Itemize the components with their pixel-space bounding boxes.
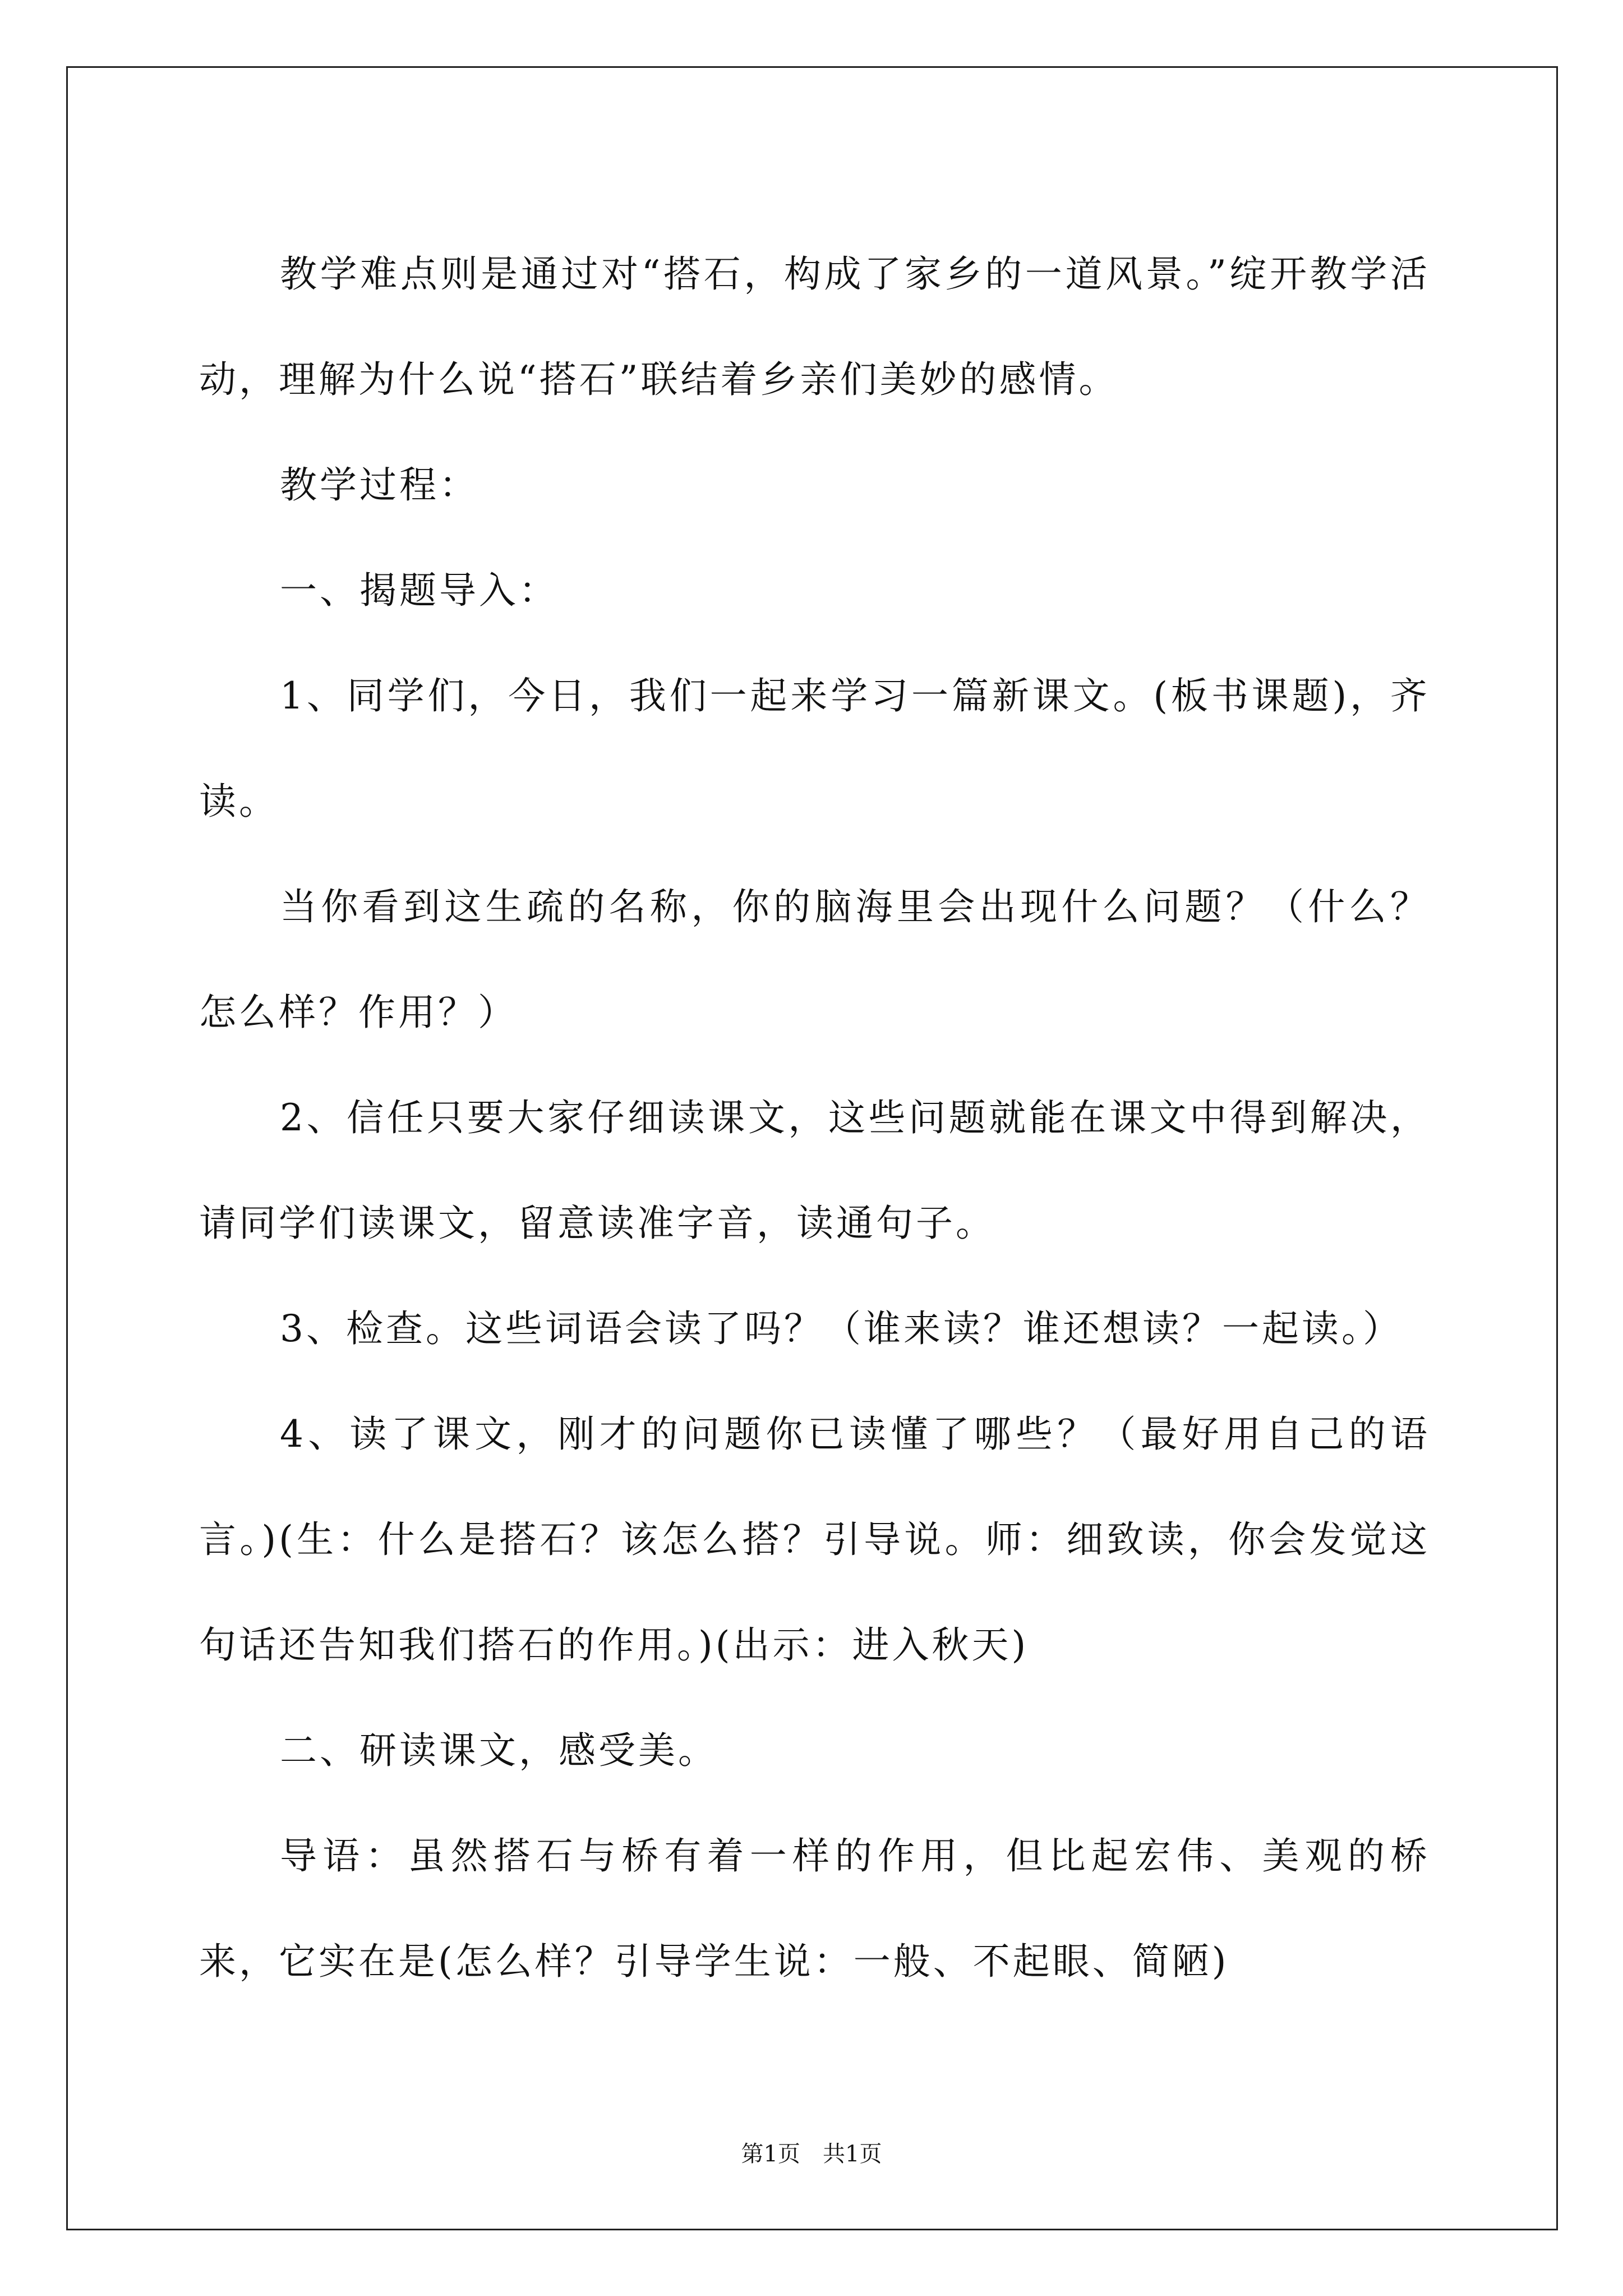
- paragraph-step-1: 1、同学们，今日，我们一起来学习一篇新课文。(板书课题)，齐读。: [199, 674, 1430, 823]
- document-body: [199, 222, 1430, 2014]
- paragraph-step-3: 3、检查。这些词语会读了吗？（谁来读？谁还想读？一起读。）: [280, 1307, 1403, 1350]
- paragraph-section-one-heading: 一、揭题导入：: [280, 569, 559, 612]
- paragraph-teaching-difficulty: 教学难点则是通过对“搭石，构成了家乡的一道风景。”绽开教学活动，理解为什么说“搭石”联结着乡亲们美妙的感情。: [199, 252, 1430, 401]
- paragraph-teaching-process: 教学过程：: [280, 463, 479, 507]
- page-footer: 第1页 共1页: [741, 2141, 882, 2167]
- paragraph-step-2: 2、信任只要大家仔细读课文，这些问题就能在课文中得到解决，请同学们读课文，留意读准字音，读通句子。: [199, 1096, 1430, 1245]
- paragraph-step-4: 4、读了课文，刚才的问题你已读懂了哪些？（最好用自己的语言。)(生：什么是搭石？该怎么搭？引导说。师：细致读，你会发觉这句话还告知我们搭石的作用。)(出示：进入秋天): [199, 1412, 1430, 1667]
- paragraph-section-two-heading: 二、研读课文，感受美。: [280, 1729, 718, 1772]
- paragraph-question-prompt: 当你看到这生疏的名称，你的脑海里会出现什么问题？（什么？怎么样？作用？）: [199, 885, 1430, 1034]
- paragraph-guide-words: 导语：虽然搭石与桥有着一样的作用，但比起宏伟、美观的桥来，它实在是(怎么样？引导学生说：一般、不起眼、简陋): [199, 1834, 1430, 1983]
